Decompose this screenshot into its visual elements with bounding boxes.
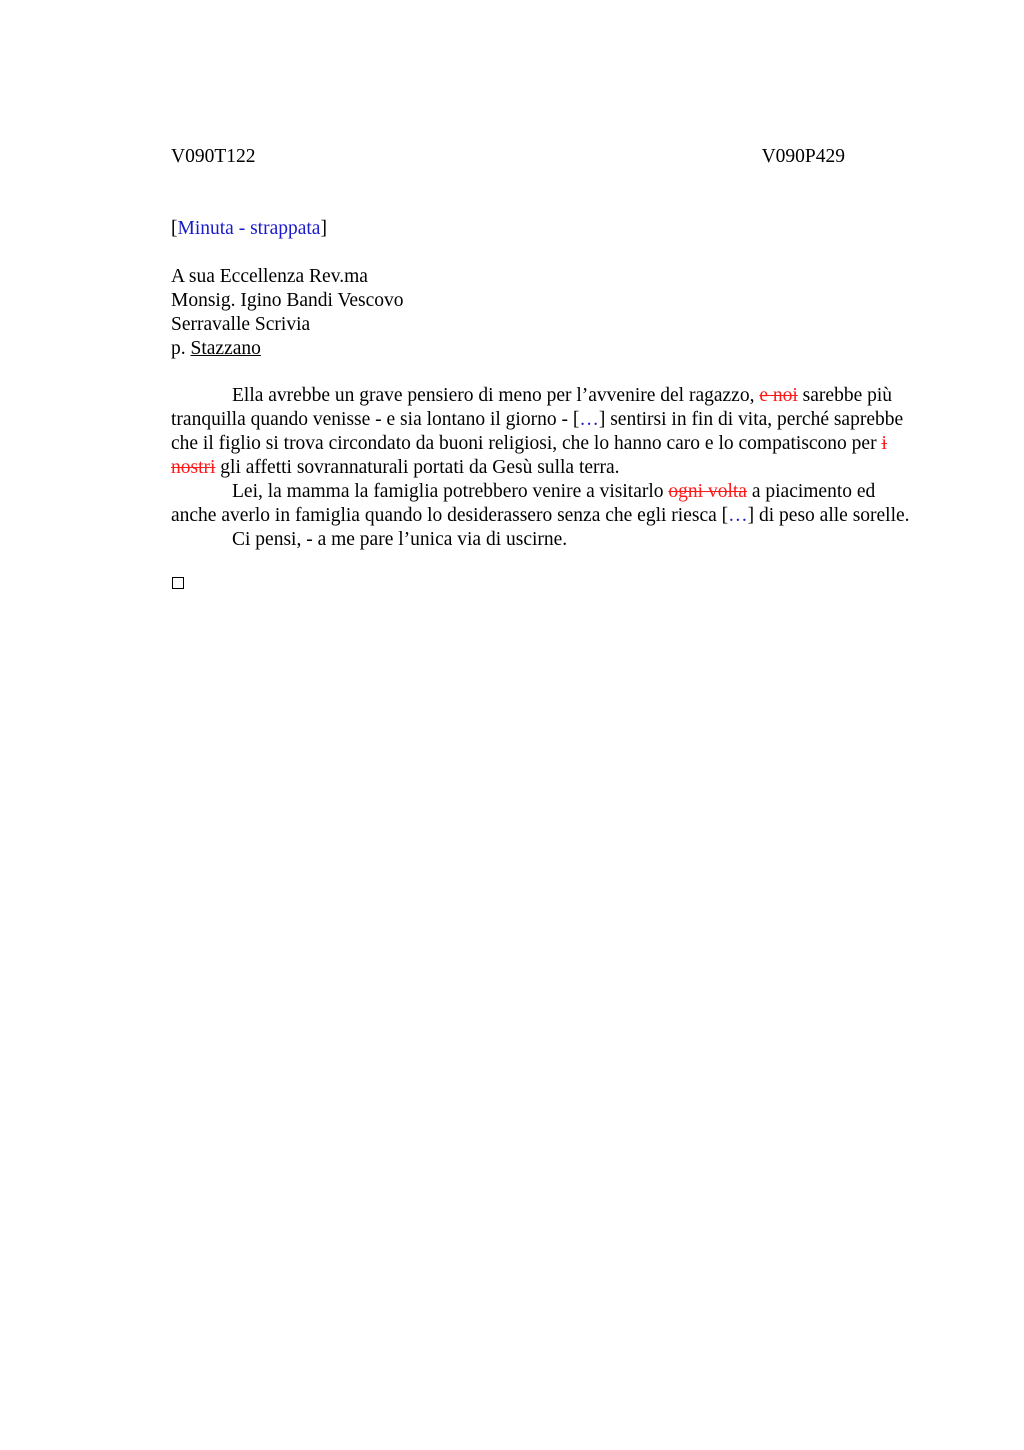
paragraph-1-text-c: ] sentirsi in fin di vita, perché saprebbe che il figlio si trova circondato da buoni religiosi, che lo hanno caro e lo compatiscono per <box>171 409 904 454</box>
end-mark-box <box>172 577 184 589</box>
address-line-3: Serravalle Scrivia <box>171 314 311 335</box>
document-codes <box>171 145 845 169</box>
lacuna-1: … <box>579 409 599 430</box>
note-bracket-close: ] <box>320 218 327 239</box>
paragraph-3-text-a: Ci pensi, - a me pare l’unica via di uscirne. <box>232 529 568 550</box>
paragraph-1-text-a: Ella avrebbe un grave pensiero di meno per l’avvenire del ragazzo, <box>232 385 760 406</box>
document-code-right: V090P429 <box>761 146 845 167</box>
recipient-address <box>171 265 404 361</box>
letter-body <box>171 384 916 552</box>
note-bracket-open: [ <box>171 218 178 239</box>
address-line-1: A sua Eccellenza Rev.ma <box>171 266 368 287</box>
paragraph-1 <box>171 384 916 480</box>
paragraph-2-text-a: Lei, la mamma la famiglia potrebbero venire a visitarlo <box>232 481 669 502</box>
address-line-4 <box>171 337 404 361</box>
lacuna-2: … <box>728 505 748 526</box>
paragraph-1-text-d: gli affetti sovrannaturali portati da Gesù sulla terra. <box>215 457 620 478</box>
address-prefix: p. <box>171 338 191 359</box>
editorial-note <box>171 217 327 241</box>
paragraph-3 <box>171 528 916 552</box>
address-line-2: Monsig. Igino Bandi Vescovo <box>171 290 404 311</box>
deletion-2: i nostri <box>171 433 887 478</box>
paragraph-1-text-b: sarebbe più tranquilla quando venisse - e sia lontano il giorno - [ <box>171 385 893 430</box>
paragraph-2 <box>171 480 916 528</box>
document-code-left: V090T122 <box>171 146 256 167</box>
note-text: Minuta - strappata <box>177 218 321 239</box>
paragraph-2-text-b: a piacimento ed anche averlo in famiglia quando lo desiderassero senza che egli riesca [ <box>171 481 876 526</box>
deletion-3: ogni volta <box>668 481 747 502</box>
address-place: Stazzano <box>190 338 261 359</box>
paragraph-2-text-c: ] di peso alle sorelle. <box>747 505 910 526</box>
deletion-1: e noi <box>759 385 798 406</box>
